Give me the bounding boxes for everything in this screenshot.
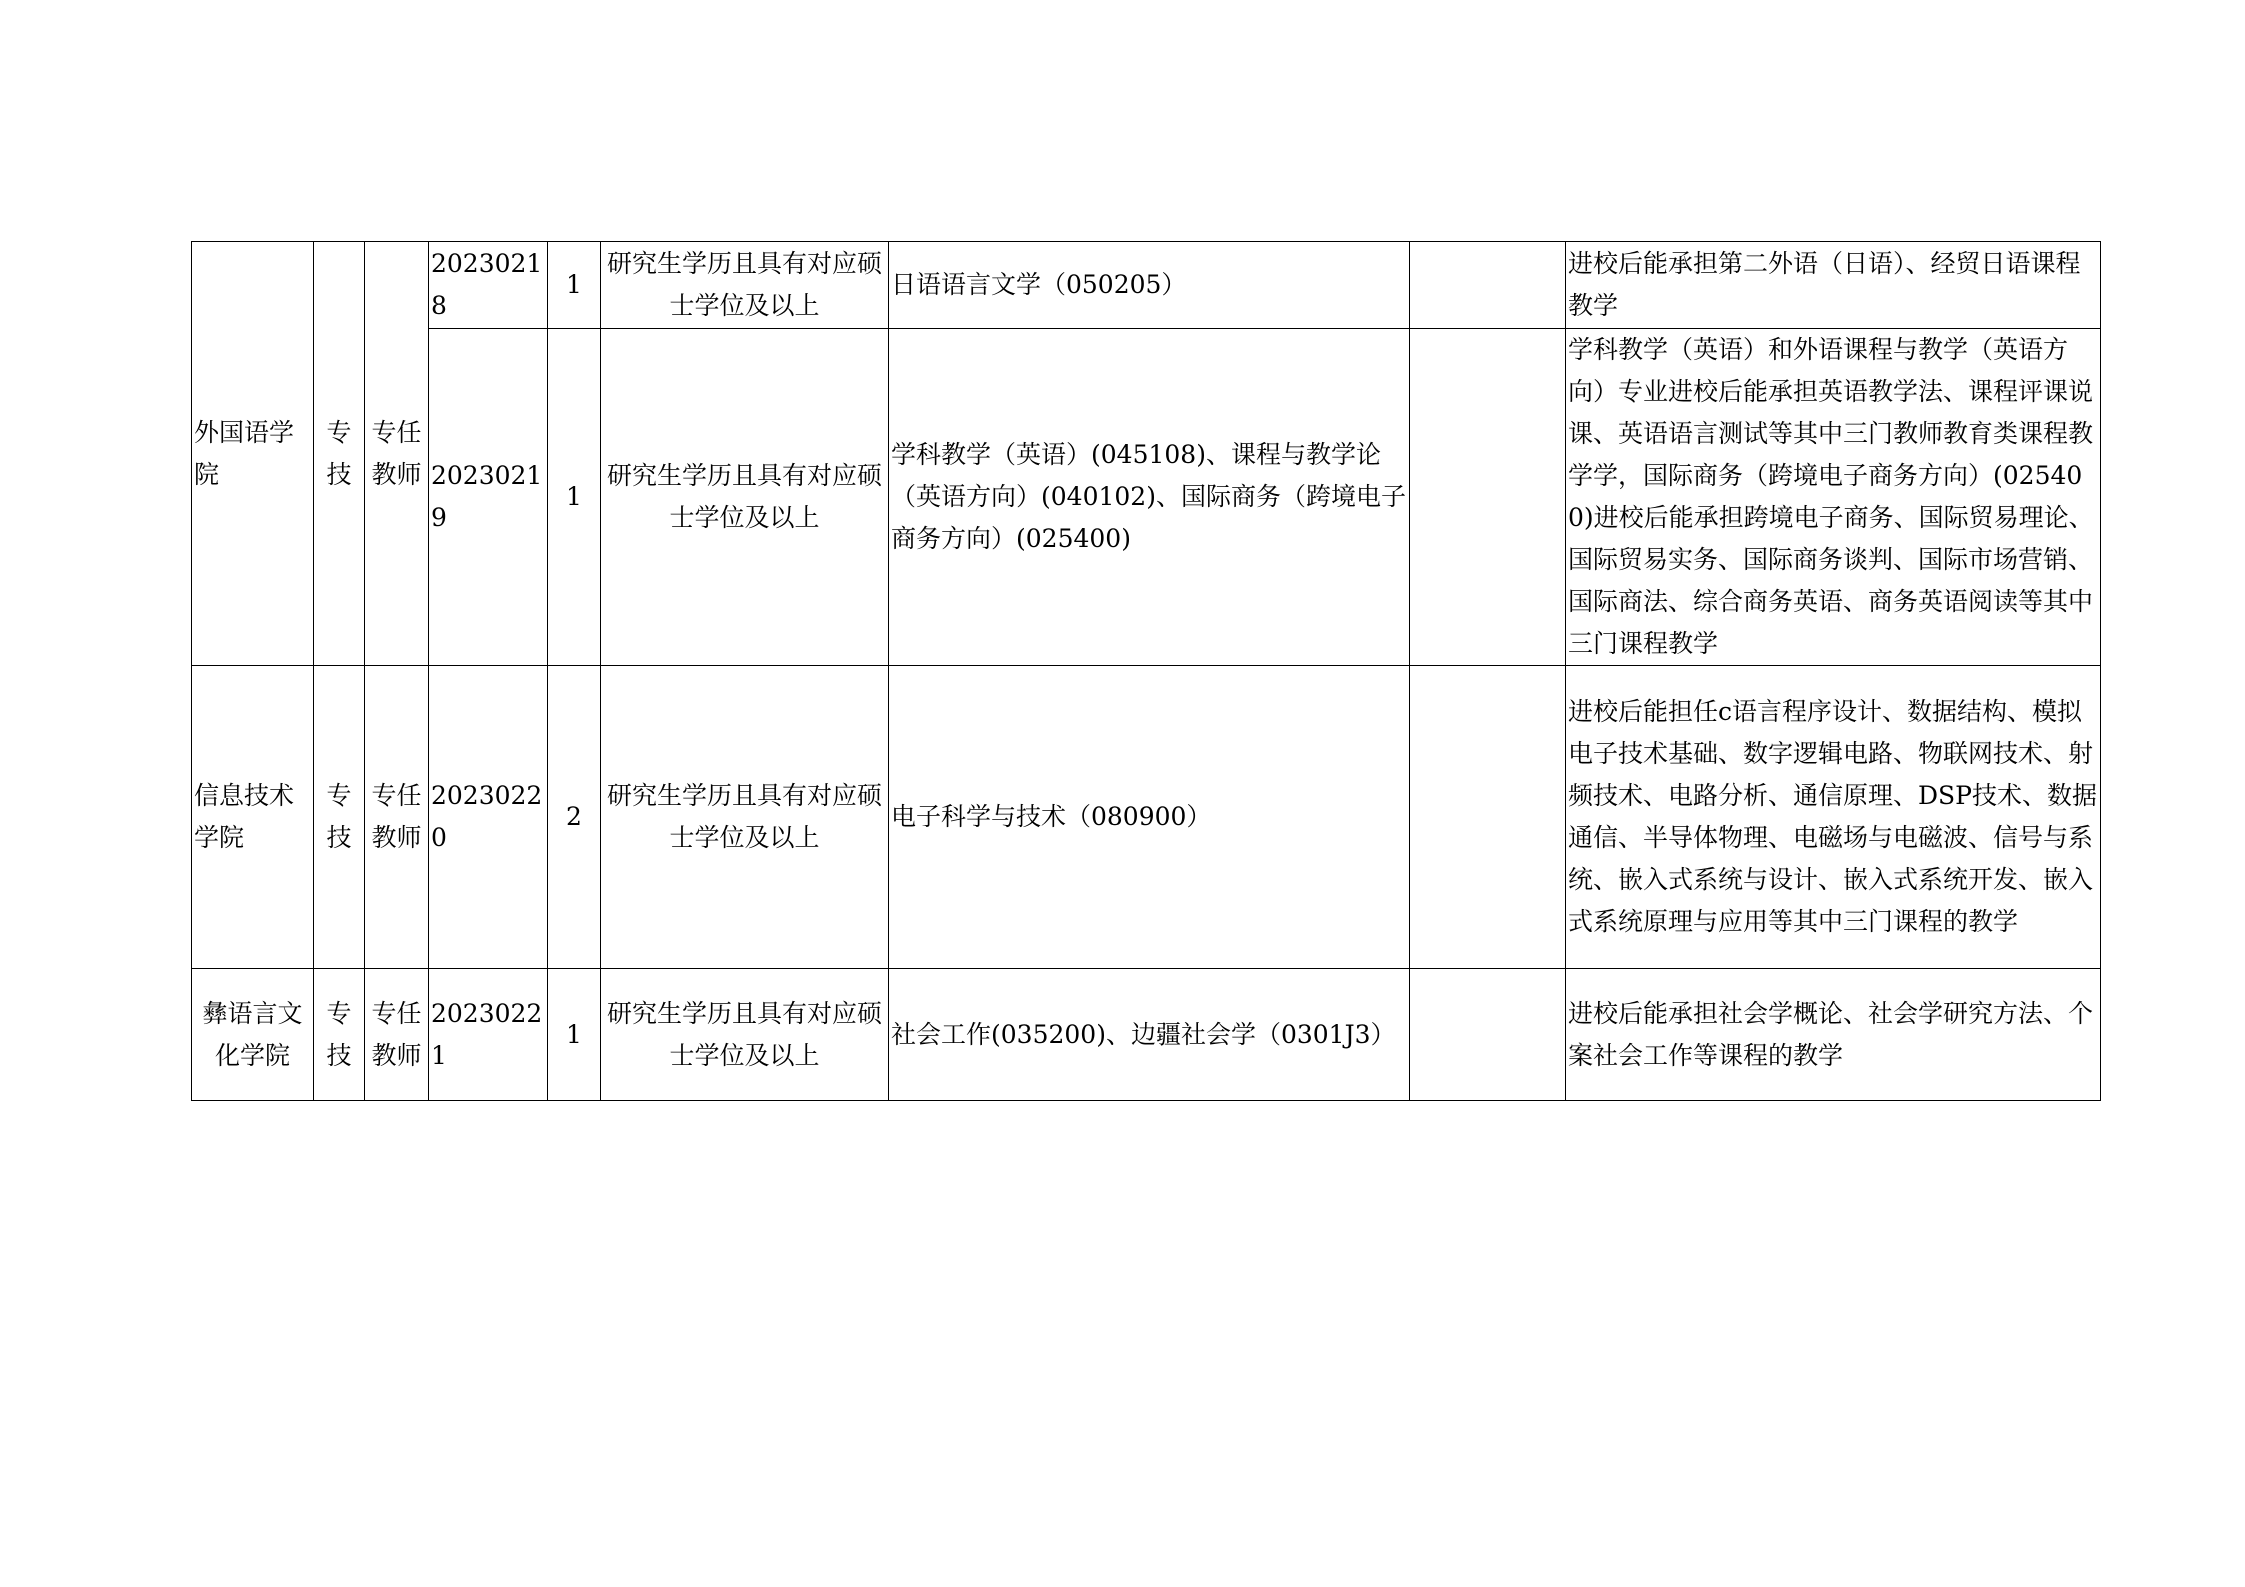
headcount-cell: 1 — [548, 242, 601, 329]
major-cell: 日语语言文学（050205） — [889, 242, 1410, 329]
remark-cell: 学科教学（英语）和外语课程与教学（英语方向）专业进校后能承担英语教学法、课程评课说课、英语语言测试等其中三门教师教育类课程教学学，国际商务（跨境电子商务方向）(025400)进校后能承担跨境电子商务、国际贸易理论、国际贸易实务、国际商务谈判、国际市场营销、国际商法、综合商务英语、商务英语阅读等其中三门课程教学 — [1566, 329, 2101, 666]
headcount-cell: 1 — [548, 969, 601, 1101]
education-cell: 研究生学历且具有对应硕士学位及以上 — [601, 969, 889, 1101]
other-cell — [1410, 329, 1566, 666]
other-cell — [1410, 666, 1566, 969]
other-cell — [1410, 969, 1566, 1101]
major-cell: 社会工作(035200)、边疆社会学（0301J3） — [889, 969, 1410, 1101]
department-cell: 外国语学院 — [192, 242, 314, 666]
post-type-cell: 专技 — [314, 666, 365, 969]
education-cell: 研究生学历且具有对应硕士学位及以上 — [601, 666, 889, 969]
department-cell: 信息技术学院 — [192, 666, 314, 969]
remark-cell: 进校后能承担第二外语（日语）、经贸日语课程教学 — [1566, 242, 2101, 329]
post-code-cell: 20230220 — [429, 666, 548, 969]
other-cell — [1410, 242, 1566, 329]
remark-cell: 进校后能承担社会学概论、社会学研究方法、个案社会工作等课程的教学 — [1566, 969, 2101, 1101]
post-name-cell: 专任教师 — [365, 242, 429, 666]
post-name-cell: 专任教师 — [365, 666, 429, 969]
job-posts-table — [191, 241, 2101, 1101]
table-row — [192, 242, 2101, 329]
table-row — [192, 969, 2101, 1101]
post-code-cell: 20230219 — [429, 329, 548, 666]
post-code-cell: 20230218 — [429, 242, 548, 329]
education-cell: 研究生学历且具有对应硕士学位及以上 — [601, 242, 889, 329]
post-name-cell: 专任教师 — [365, 969, 429, 1101]
headcount-cell: 2 — [548, 666, 601, 969]
post-type-cell: 专技 — [314, 242, 365, 666]
department-cell: 彝语言文化学院 — [192, 969, 314, 1101]
major-cell: 电子科学与技术（080900） — [889, 666, 1410, 969]
education-cell: 研究生学历且具有对应硕士学位及以上 — [601, 329, 889, 666]
table-row — [192, 329, 2101, 666]
post-type-cell: 专技 — [314, 969, 365, 1101]
headcount-cell: 1 — [548, 329, 601, 666]
major-cell: 学科教学（英语）(045108)、课程与教学论（英语方向）(040102)、国际商务（跨境电子商务方向）(025400) — [889, 329, 1410, 666]
post-code-cell: 20230221 — [429, 969, 548, 1101]
table-row — [192, 666, 2101, 969]
remark-cell: 进校后能担任c语言程序设计、数据结构、模拟电子技术基础、数字逻辑电路、物联网技术、射频技术、电路分析、通信原理、DSP技术、数据通信、半导体物理、电磁场与电磁波、信号与系统、嵌入式系统与设计、嵌入式系统开发、嵌入式系统原理与应用等其中三门课程的教学 — [1566, 666, 2101, 969]
